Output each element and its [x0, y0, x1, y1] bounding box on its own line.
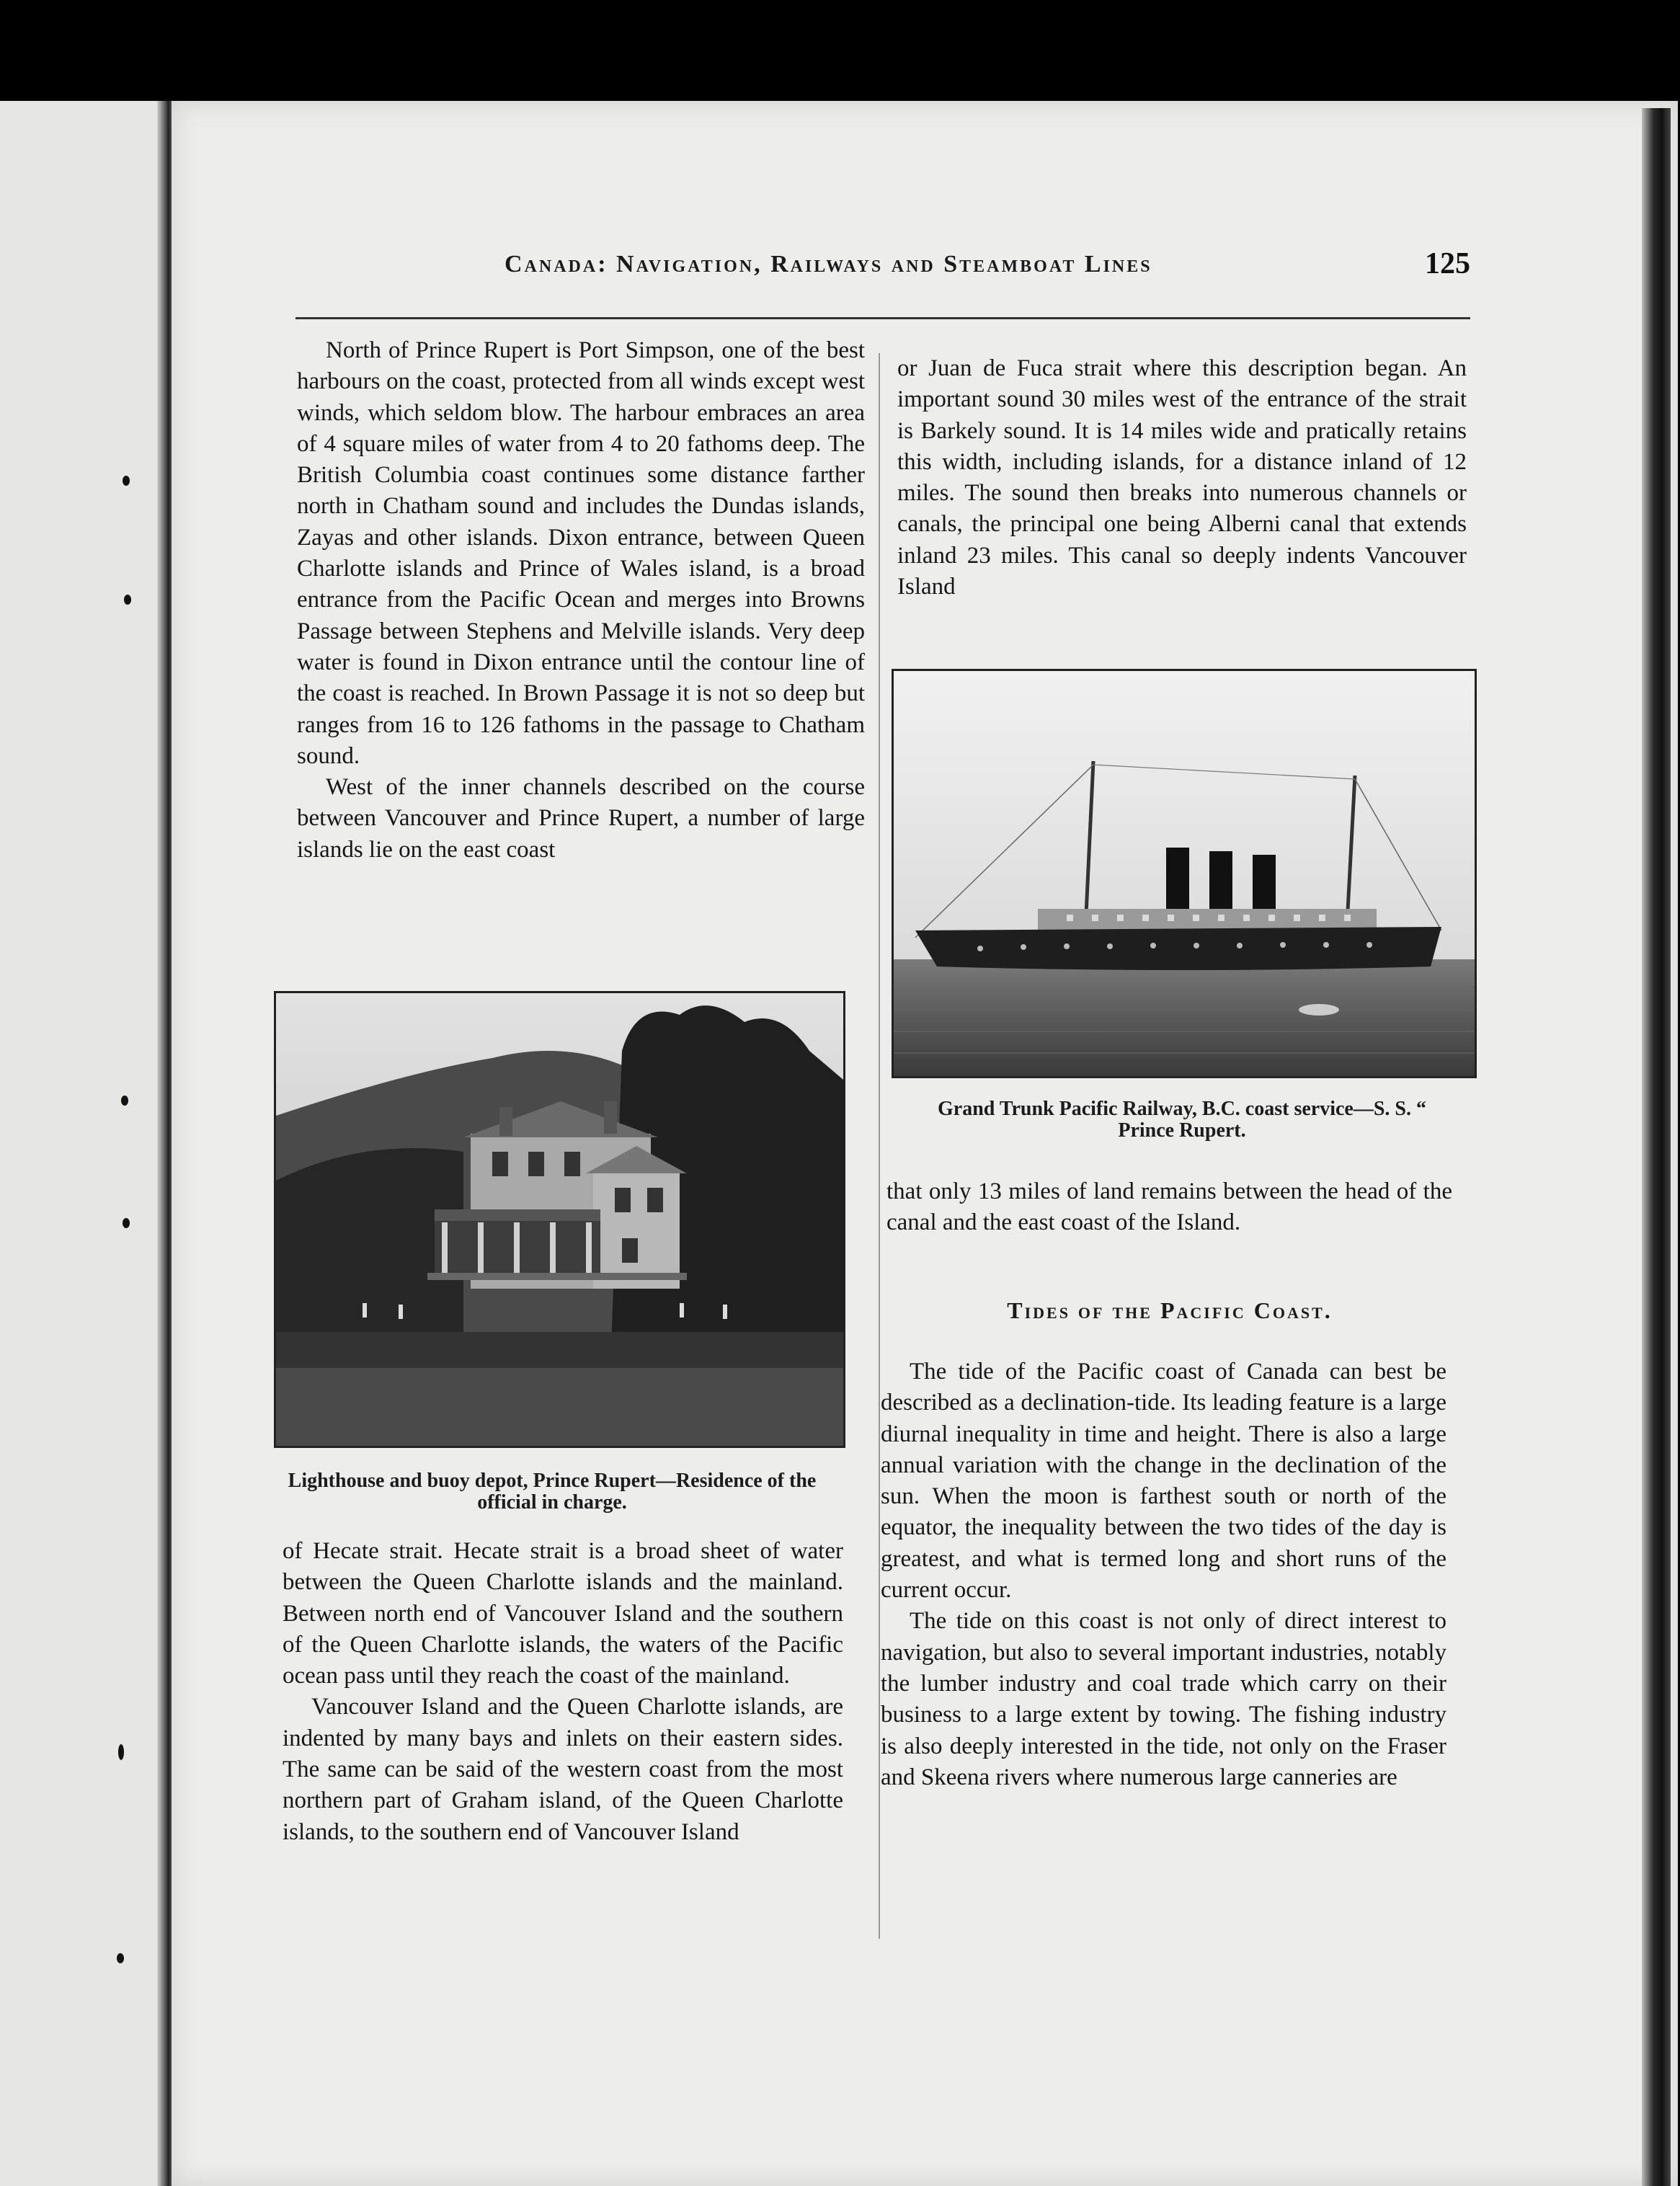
paragraph: or Juan de Fuca strait where this description began. An important sound 30 miles west of the entrance of the strait is Barkely sound. It is 14 miles wide and pratically retains this width, including islands, for a distance inland of 12 miles. The sound then breaks into numerous channels or canals, the principal one being Alberni canal that extends inland 23 miles. This canal so deeply indents Vancouver Island [897, 355, 1467, 600]
binding-mark [121, 1096, 128, 1106]
paragraph: of Hecate strait. Hecate strait is a broad sheet of water between the Queen Charlotte islands and the mainland. Between north end of Vancouver Island and the southern of the Queen Charlotte islands, the waters of the Pacific ocean pass until they reach the coast of the mainland. [283, 1538, 843, 1689]
paragraph: North of Prince Rupert is Port Simpson, one of the best harbours on the coast, protected from all winds except west winds, which seldom blow. The harbour embraces an area of 4 square miles of water from 4 to 20 fathoms deep. The British Columbia coast continues some distance farther north in Chatham sound and includes the Dundas islands, Zayas and other islands. Dixon entrance, between Queen Charlotte islands and Prince of Wales island, is a broad entrance from the Pacific Ocean and merges into Browns Passage between Stephens and Melville islands. Very deep water is found in Dixon entrance until the contour line of the coast is reached. In Brown Passage it is not so deep but ranges from 16 to 126 fathoms in the passage to Chatham sound. [297, 337, 865, 769]
right-column-top [897, 353, 1467, 603]
page-number: 125 [1425, 247, 1470, 280]
binding-mark [123, 1218, 130, 1228]
binding-mark [123, 476, 130, 486]
header-rule [295, 317, 1470, 319]
steamship-photo-caption: Grand Trunk Pacific Railway, B.C. coast service—S. S. “ Prince Rupert. [938, 1098, 1426, 1142]
left-column-top [297, 335, 865, 866]
lighthouse-photo [274, 991, 845, 1448]
section-heading: Tides of the Pacific Coast. [1007, 1297, 1333, 1323]
paragraph: The tide on this coast is not only of direct interest to navigation, but also to several important industries, notably the lumber industry and coal trade which carry on their business to a large extent by towing. The fishing industry is also deeply interested in the tide, not only on the Fraser and Skeena rivers where numerous large canneries are [881, 1608, 1446, 1790]
binding-mark [118, 1744, 124, 1760]
binding-mark [117, 1953, 124, 1963]
lighthouse-photo-caption: Lighthouse and buoy depot, Prince Rupert—Residence of the official in charge. [288, 1470, 817, 1514]
page-right-edge [1642, 108, 1671, 2186]
paragraph: West of the inner channels described on the course between Vancouver and Prince Rupert, a number of large islands lie on the east coast [297, 774, 865, 863]
paragraph: The tide of the Pacific coast of Canada can best be described as a declination-tide. Its leading feature is a large diurnal inequality in time and height. There is also a large annual variation with the change in the declination of the sun. When the moon is farthest south or north of the equator, the inequality between the two tides of the day is greatest, and what is termed long and short runs of the current occur. [881, 1359, 1446, 1604]
paragraph: Vancouver Island and the Queen Charlotte islands, are indented by many bays and inlets on their eastern sides. The same can be said of the western coast from the most northern part of Graham island, of the Queen Charlotte islands, to the southern end of Vancouver Island [283, 1694, 843, 1845]
running-head [505, 247, 1470, 294]
column-divider [879, 353, 880, 1939]
binding-mark [124, 595, 131, 605]
right-column-middle [886, 1176, 1452, 1239]
running-title: Canada: Navigation, Railways and Steamboat Lines [505, 251, 1152, 277]
left-column-bottom [283, 1536, 843, 1848]
steamship-photo [892, 669, 1477, 1078]
right-column-bottom [881, 1356, 1446, 1793]
facing-page-edge [0, 101, 172, 2186]
paragraph: that only 13 miles of land remains between the head of the canal and the east coast of the Island. [886, 1178, 1452, 1236]
